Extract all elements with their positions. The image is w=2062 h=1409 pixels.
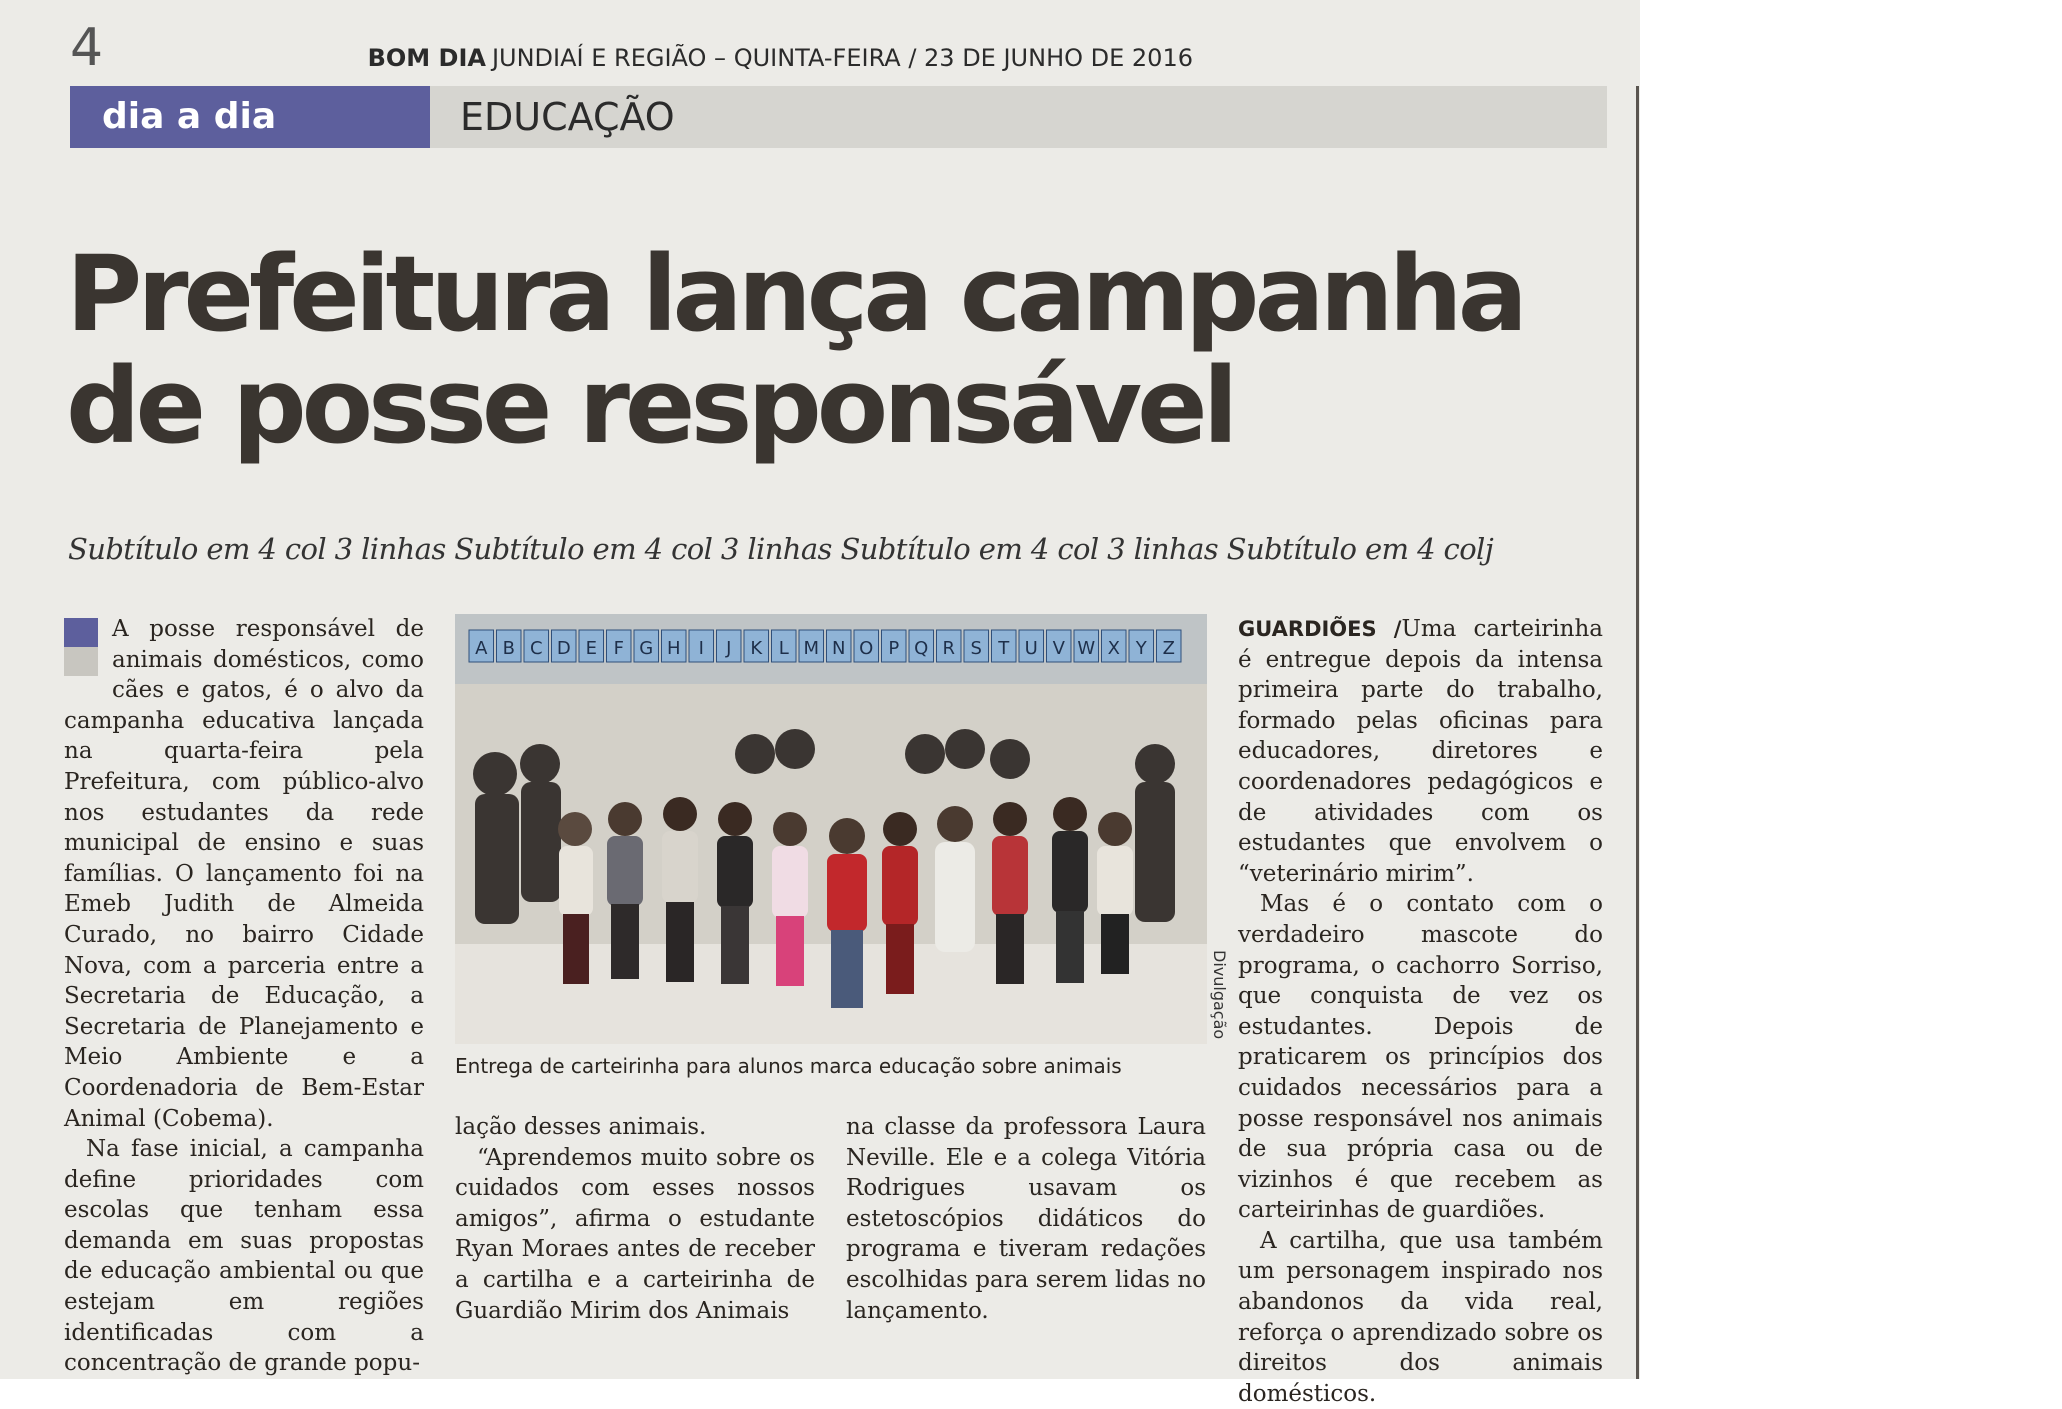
banner-letter: N — [832, 638, 846, 659]
body-paragraph: GUARDIÕES /Uma carteirinha é entregue depois da intensa primeira parte do trabalho, formado pelas oficinas para educadores, diretores e coordenadores pedagógicos e de atividades com os estudantes que envolvem o “veterinário mirim”. — [1238, 616, 1603, 887]
banner-letter: S — [970, 638, 982, 659]
banner-letter: F — [613, 638, 624, 659]
banner-letter: D — [556, 638, 571, 659]
banner-letter: G — [639, 638, 654, 659]
article-column-3 — [846, 1112, 1206, 1326]
subhead-kicker: GUARDIÕES / — [1238, 617, 1402, 641]
page-edge-rule — [1636, 86, 1639, 1379]
group-photo-image — [455, 614, 1207, 1044]
photo-caption: Entrega de carteirinha para alunos marca educação sobre animais — [455, 1054, 1122, 1078]
banner-letter: Z — [1162, 638, 1175, 659]
photo-credit: Divulgação — [1210, 950, 1229, 1040]
group-photo — [455, 614, 1207, 1044]
body-paragraph: na classe da professora Laura Neville. Ele e a colega Vitória Rodrigues usavam os estetoscópios didáticos do programa e tiveram redações escolhidas para serem lidas no lançamento. — [846, 1114, 1206, 1324]
masthead-brand: BOM DIA — [367, 44, 486, 72]
masthead-edition: JUNDIAÍ E REGIÃO – QUINTA-FEIRA / 23 DE JUNHO DE 2016 — [491, 44, 1193, 72]
body-paragraph: Na fase inicial, a campanha define prioridades com escolas que tenham essa demanda em suas propostas de educação ambiental ou que estejam em regiões identificadas com a concentração de grande popu- — [64, 1136, 424, 1377]
banner-letter: M — [803, 638, 820, 659]
article-column-1 — [64, 614, 424, 1379]
banner-letter: Q — [914, 638, 929, 659]
banner-letter: V — [1052, 638, 1065, 659]
banner-letter: E — [585, 638, 597, 659]
section-label: EDUCAÇÃO — [460, 95, 675, 139]
body-paragraph: lação desses animais. — [455, 1114, 707, 1140]
body-paragraph: A posse responsável de animais domésticos, como cães e gatos, é o alvo da campanha educativa lançada na quarta-feira pela Prefeitura, com público-alvo nos estudantes da rede municipal de ensino e suas famílias. O lançamento foi na Emeb Judith de Almeida Curado, no bairro Cidade Nova, com a parceria entre a Secretaria de Educação, a Secretaria de Planejamento e Meio Ambiente e a Coordenadoria de Bem-Estar Animal (Cobema). — [64, 616, 424, 1132]
banner-letter: I — [698, 638, 704, 659]
banner-letter: A — [475, 638, 488, 659]
banner-letter: J — [726, 638, 732, 659]
banner-letter: P — [888, 638, 900, 659]
article-column-2 — [455, 1112, 815, 1326]
banner-letter: O — [859, 638, 874, 659]
body-paragraph: A cartilha, que usa também um personagem inspirado nos abandonos da vida real, reforça o aprendizado sobre os direitos dos animais domésticos. — [1238, 1227, 1603, 1407]
paragraph-bullet-icon — [64, 618, 98, 676]
headline: Prefeitura lança campanha de posse responsável — [66, 233, 1523, 467]
subtitle: Subtítulo em 4 col 3 linhas Subtítulo em 4 col 3 linhas Subtítulo em 4 col 3 linhas Subtítulo em 4 colj — [68, 532, 1494, 566]
section-tag: dia a dia — [70, 86, 430, 148]
banner-letter: Y — [1135, 638, 1147, 659]
banner-letter: X — [1107, 638, 1120, 659]
page-number: 4 — [70, 18, 104, 78]
banner-letter: H — [666, 638, 681, 659]
banner-letter: C — [529, 638, 543, 659]
banner-letter: R — [942, 638, 956, 659]
banner-letter: W — [1077, 638, 1096, 659]
banner-letter: T — [998, 638, 1010, 659]
body-paragraph: Mas é o contato com o verdadeiro mascote do programa, o cachorro Sorriso, que conquista de vez os estudantes. Depois de praticarem os princípios dos cuidados necessários para a posse responsável nos animais de sua própria casa ou de vizinhos é que recebem as carteirinhas de guardiões. — [1238, 891, 1603, 1224]
body-paragraph: “Aprendemos muito sobre os cuidados com esses nossos amigos”, afirma o estudante Ryan Moraes antes de receber a cartilha e a carteirinha de Guardião Mirim dos Animais — [455, 1144, 815, 1324]
banner-letter: U — [1024, 638, 1038, 659]
masthead — [368, 44, 1193, 72]
banner-letter: K — [750, 638, 763, 659]
banner-letter: L — [778, 638, 789, 659]
article-column-4 — [1238, 614, 1603, 1409]
banner-letter: B — [502, 638, 515, 659]
